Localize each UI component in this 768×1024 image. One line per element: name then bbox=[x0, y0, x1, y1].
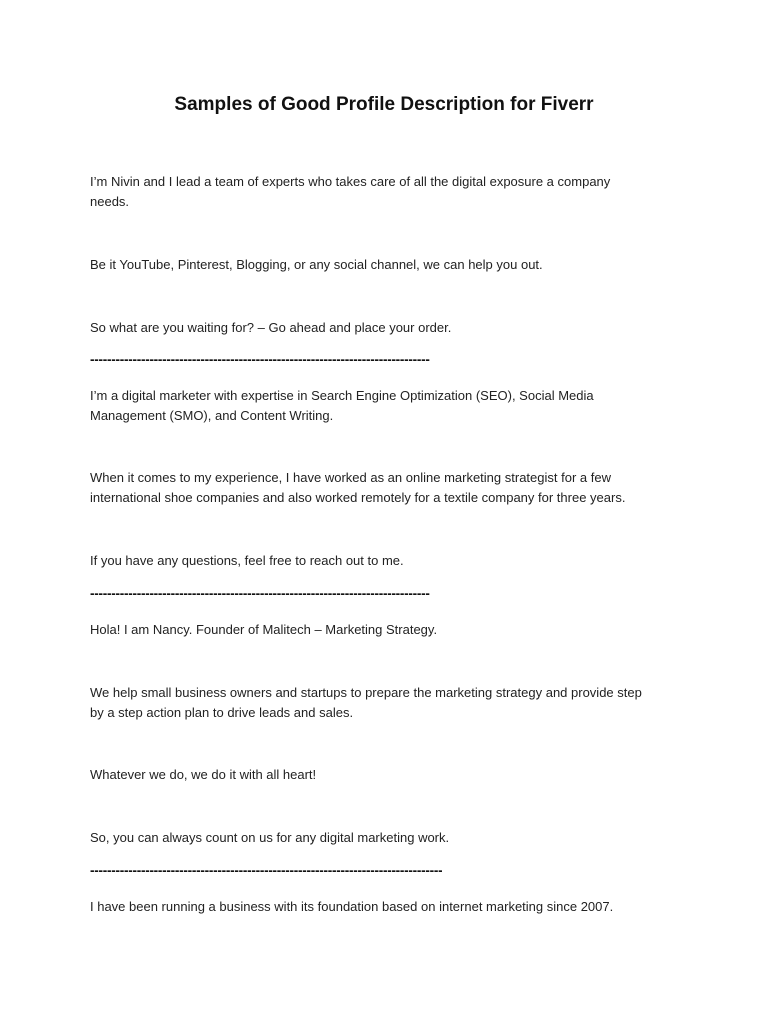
paragraph-nancy-intro: Hola! I am Nancy. Founder of Malitech – Marketing Strategy. bbox=[90, 622, 438, 637]
separator-line: -------------------------------------------------------------------------------- bbox=[90, 352, 430, 367]
paragraph-count-on-us: So, you can always count on us for any digital marketing work. bbox=[90, 830, 450, 845]
paragraph-business-since-2007: I have been running a business with its foundation based on internet marketing since 2007. bbox=[90, 899, 614, 914]
paragraph-small-business: We help small business owners and startups to prepare the marketing strategy and provide step by a step action plan to drive leads and sales. bbox=[90, 685, 642, 720]
paragraph-experience: When it comes to my experience, I have worked as an online marketing strategist for a few international shoe companies and also worked remotely for a textile company for three years. bbox=[90, 470, 626, 505]
paragraph-nivin-intro: I’m Nivin and I lead a team of experts who takes care of all the digital exposure a company needs. bbox=[90, 174, 611, 209]
paragraph-social-channels: Be it YouTube, Pinterest, Blogging, or any social channel, we can help you out. bbox=[90, 257, 543, 272]
separator-line: ----------------------------------------------------------------------------------- bbox=[90, 863, 443, 878]
paragraph-digital-marketer: I’m a digital marketer with expertise in Search Engine Optimization (SEO), Social Media Management (SMO), and Content Writing. bbox=[90, 388, 594, 423]
document-title: Samples of Good Profile Description for Fiverr bbox=[174, 94, 594, 115]
paragraph-all-heart: Whatever we do, we do it with all heart! bbox=[90, 767, 317, 782]
paragraph-questions: If you have any questions, feel free to reach out to me. bbox=[90, 553, 404, 568]
paragraph-place-order: So what are you waiting for? – Go ahead and place your order. bbox=[90, 320, 452, 335]
separator-line: -------------------------------------------------------------------------------- bbox=[90, 586, 430, 601]
